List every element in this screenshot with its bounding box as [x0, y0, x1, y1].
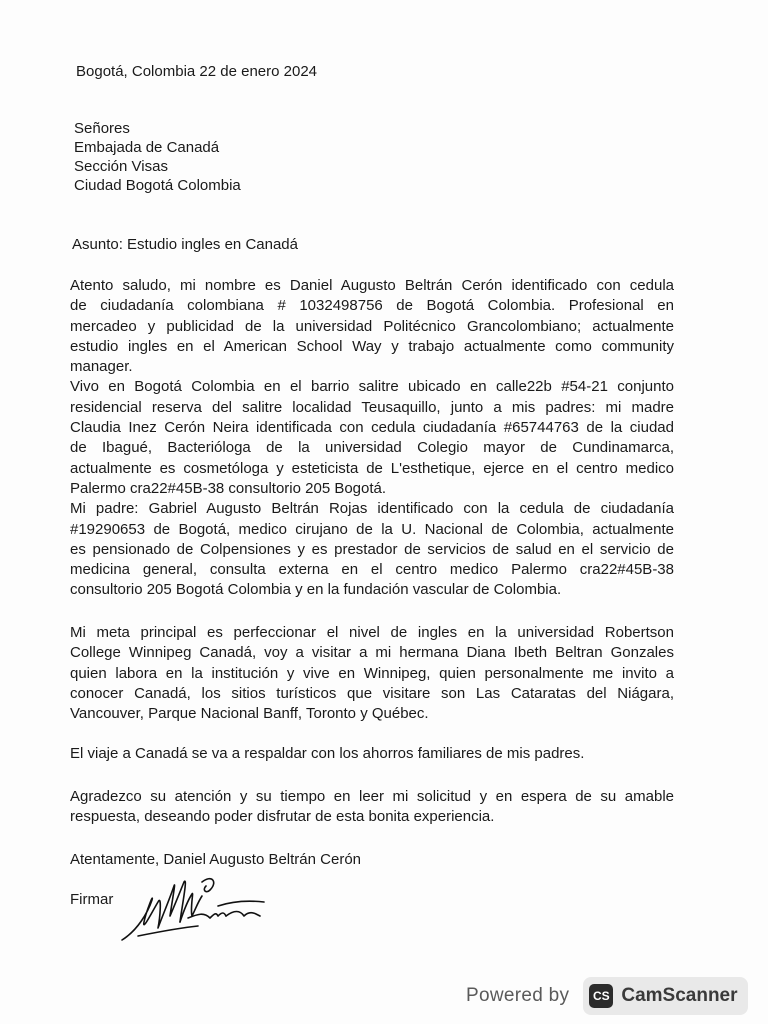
recipient-line: Sección Visas [74, 158, 168, 175]
text-line: respuesta, deseando poder disfrutar de esta bonita experiencia. [70, 808, 495, 826]
closing-line: Atentamente, Daniel Augusto Beltrán Cerón [70, 851, 362, 868]
text-line: Agradezco su atención y su tiempo en leer mi solicitud y en espera de su amable [70, 788, 674, 805]
recipient-block [74, 119, 678, 195]
text-line: actualmente es cosmetóloga y esteticista de L'esthetique, ejerce en el centro medico [70, 459, 674, 477]
camscanner-logo-icon: CS [589, 984, 613, 1008]
signature-label: Firmar [70, 891, 114, 908]
handwritten-signature [118, 872, 268, 944]
camscanner-badge [583, 977, 747, 1015]
recipient-line: Ciudad Bogotá Colombia [74, 177, 241, 194]
text-line: medicina general, consulta externa en el centro medico Palermo cra22#45B-38 [70, 561, 674, 579]
text-line: mercadeo y publicidad de la universidad Politécnico Grancolombiano; actualmente [70, 317, 674, 335]
text-line: Atento saludo, mi nombre es Daniel Augusto Beltrán Cerón identificado con cedula [70, 277, 674, 294]
paragraph-funding: El viaje a Canadá se va a respaldar con los ahorros familiares de mis padres. [70, 745, 585, 762]
text-line: #19290653 de Bogotá, medico cirujano de la U. Nacional de Colombia, actualmente [70, 520, 674, 538]
text-line: Claudia Inez Cerón Neira identificada con cedula ciudadanía #65744763 de la ciudad [70, 419, 674, 437]
text-line: de ciudadanía colombiana # 1032498756 de Bogotá Colombia. Profesional en [70, 297, 674, 315]
text-line: es pensionado de Colpensiones y es prestador de servicios de salud en el servicio de [70, 540, 674, 558]
text-line: estudio ingles en el American School Way y trabajo actualmente como community [70, 337, 674, 355]
camscanner-brand: CamScanner [621, 985, 738, 1006]
text-line: Palermo cra22#45B-38 consultorio 205 Bogotá. [70, 479, 387, 497]
text-line: manager. [70, 358, 133, 376]
text-line: quien labora en la institución y vive en Winnipeg, quien personalmente me invito a [70, 664, 674, 682]
letter-date: Bogotá, Colombia 22 de enero 2024 [76, 63, 318, 80]
text-line: conocer Canadá, los sitios turísticos que visitare son Las Cataratas del Niágara, [70, 684, 674, 702]
recipient-line: Embajada de Canadá [74, 139, 220, 156]
powered-by-label: Powered by [466, 985, 570, 1006]
paragraph-thanks [70, 787, 674, 828]
text-line: residencial reserva del salitre localidad Teusaquillo, junto a mis padres: mi madre [70, 398, 674, 416]
text-line: Vivo en Bogotá Colombia en el barrio salitre ubicado en calle22b #54-21 conjunto [70, 378, 674, 396]
text-line: Mi padre: Gabriel Augusto Beltrán Rojas identificado con la cedula de ciudadanía [70, 500, 674, 518]
text-line: de Ibagué, Bacterióloga de la universidad Colegio mayor de Cundinamarca, [70, 439, 674, 457]
camscanner-watermark [466, 977, 748, 1015]
letter-subject: Asunto: Estudio ingles en Canadá [72, 236, 298, 253]
paragraph-goal [70, 623, 674, 724]
text-line: consultorio 205 Bogotá Colombia y en la fundación vascular de Colombia. [70, 581, 562, 599]
text-line: Mi meta principal es perfeccionar el nivel de ingles en la universidad Robertson [70, 624, 674, 641]
paragraph-introduction [70, 276, 674, 601]
recipient-line: Señores [74, 120, 130, 137]
text-line: College Winnipeg Canadá, voy a visitar a mi hermana Diana Ibeth Beltran Gonzales [70, 644, 674, 662]
text-line: Vancouver, Parque Nacional Banff, Toronto y Québec. [70, 705, 429, 723]
